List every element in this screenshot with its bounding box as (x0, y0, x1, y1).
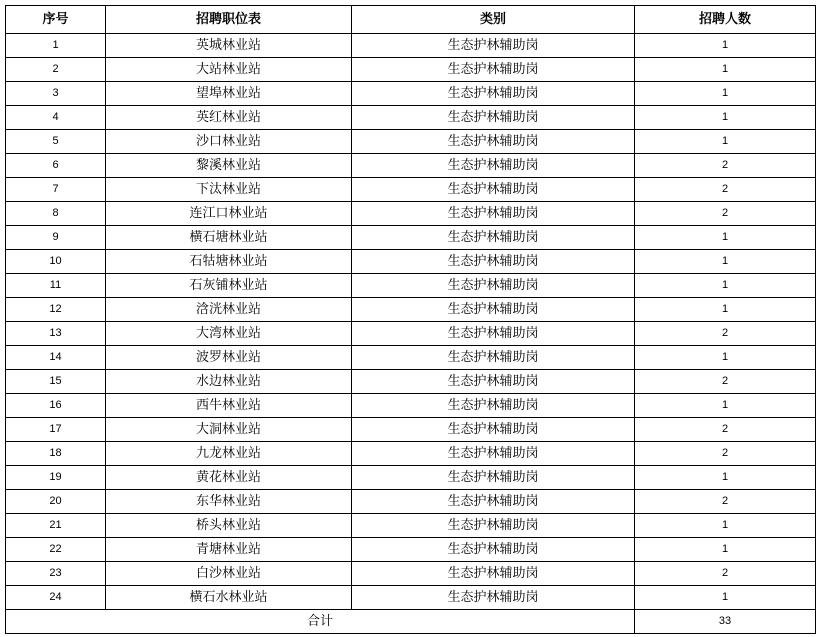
cell-serial-number: 17 (6, 418, 106, 442)
cell-headcount: 2 (635, 154, 816, 178)
cell-headcount: 2 (635, 370, 816, 394)
table-row (6, 82, 816, 106)
cell-station-name: 波罗林业站 (106, 346, 352, 370)
cell-serial-number: 4 (6, 106, 106, 130)
cell-headcount: 1 (635, 586, 816, 610)
cell-serial-number: 8 (6, 202, 106, 226)
cell-station-name: 英红林业站 (106, 106, 352, 130)
cell-headcount: 1 (635, 226, 816, 250)
cell-station-name: 下汰林业站 (106, 178, 352, 202)
table-body (6, 34, 816, 610)
cell-serial-number: 18 (6, 442, 106, 466)
cell-category: 生态护林辅助岗 (352, 466, 635, 490)
cell-headcount: 1 (635, 538, 816, 562)
header-headcount: 招聘人数 (635, 6, 816, 34)
table-row (6, 562, 816, 586)
table-row (6, 346, 816, 370)
table-row (6, 538, 816, 562)
cell-category: 生态护林辅助岗 (352, 538, 635, 562)
table-row (6, 58, 816, 82)
table-row (6, 106, 816, 130)
cell-serial-number: 20 (6, 490, 106, 514)
header-position: 招聘职位表 (106, 6, 352, 34)
cell-station-name: 水边林业站 (106, 370, 352, 394)
cell-station-name: 横石水林业站 (106, 586, 352, 610)
cell-station-name: 大洞林业站 (106, 418, 352, 442)
cell-serial-number: 5 (6, 130, 106, 154)
table-footer (6, 610, 816, 634)
table-row (6, 466, 816, 490)
cell-headcount: 2 (635, 418, 816, 442)
cell-station-name: 青塘林业站 (106, 538, 352, 562)
cell-serial-number: 14 (6, 346, 106, 370)
cell-station-name: 白沙林业站 (106, 562, 352, 586)
cell-category: 生态护林辅助岗 (352, 82, 635, 106)
cell-headcount: 2 (635, 178, 816, 202)
cell-category: 生态护林辅助岗 (352, 370, 635, 394)
total-label: 合计 (6, 610, 635, 634)
cell-category: 生态护林辅助岗 (352, 250, 635, 274)
total-count: 33 (635, 610, 816, 634)
cell-station-name: 浛洸林业站 (106, 298, 352, 322)
table-row (6, 226, 816, 250)
cell-category: 生态护林辅助岗 (352, 490, 635, 514)
cell-category: 生态护林辅助岗 (352, 106, 635, 130)
cell-headcount: 1 (635, 106, 816, 130)
cell-headcount: 1 (635, 34, 816, 58)
cell-station-name: 黄花林业站 (106, 466, 352, 490)
cell-station-name: 黎溪林业站 (106, 154, 352, 178)
cell-category: 生态护林辅助岗 (352, 154, 635, 178)
table-row (6, 274, 816, 298)
cell-category: 生态护林辅助岗 (352, 298, 635, 322)
table-row (6, 130, 816, 154)
cell-station-name: 沙口林业站 (106, 130, 352, 154)
cell-category: 生态护林辅助岗 (352, 346, 635, 370)
cell-headcount: 1 (635, 82, 816, 106)
cell-category: 生态护林辅助岗 (352, 586, 635, 610)
table-row (6, 34, 816, 58)
cell-station-name: 连江口林业站 (106, 202, 352, 226)
cell-category: 生态护林辅助岗 (352, 130, 635, 154)
cell-headcount: 2 (635, 562, 816, 586)
cell-serial-number: 9 (6, 226, 106, 250)
cell-headcount: 2 (635, 322, 816, 346)
cell-station-name: 大湾林业站 (106, 322, 352, 346)
table-row (6, 514, 816, 538)
cell-category: 生态护林辅助岗 (352, 418, 635, 442)
cell-station-name: 望埠林业站 (106, 82, 352, 106)
table-row (6, 178, 816, 202)
cell-category: 生态护林辅助岗 (352, 514, 635, 538)
table-row (6, 370, 816, 394)
cell-headcount: 1 (635, 298, 816, 322)
table-row (6, 394, 816, 418)
cell-station-name: 横石塘林业站 (106, 226, 352, 250)
cell-headcount: 1 (635, 466, 816, 490)
cell-serial-number: 10 (6, 250, 106, 274)
cell-station-name: 东华林业站 (106, 490, 352, 514)
table-header (6, 6, 816, 34)
cell-category: 生态护林辅助岗 (352, 178, 635, 202)
table-row (6, 442, 816, 466)
cell-serial-number: 23 (6, 562, 106, 586)
cell-headcount: 1 (635, 394, 816, 418)
cell-category: 生态护林辅助岗 (352, 442, 635, 466)
cell-serial-number: 13 (6, 322, 106, 346)
cell-category: 生态护林辅助岗 (352, 202, 635, 226)
cell-category: 生态护林辅助岗 (352, 322, 635, 346)
cell-serial-number: 6 (6, 154, 106, 178)
cell-station-name: 英城林业站 (106, 34, 352, 58)
cell-serial-number: 21 (6, 514, 106, 538)
table-row (6, 586, 816, 610)
header-serial-number: 序号 (6, 6, 106, 34)
cell-station-name: 石灰铺林业站 (106, 274, 352, 298)
cell-station-name: 西牛林业站 (106, 394, 352, 418)
cell-serial-number: 12 (6, 298, 106, 322)
cell-headcount: 1 (635, 250, 816, 274)
header-category: 类别 (352, 6, 635, 34)
cell-serial-number: 16 (6, 394, 106, 418)
cell-serial-number: 15 (6, 370, 106, 394)
cell-headcount: 2 (635, 490, 816, 514)
cell-station-name: 石牯塘林业站 (106, 250, 352, 274)
table-row (6, 322, 816, 346)
cell-station-name: 大站林业站 (106, 58, 352, 82)
header-row (6, 6, 816, 34)
cell-headcount: 1 (635, 274, 816, 298)
table-row (6, 298, 816, 322)
cell-category: 生态护林辅助岗 (352, 274, 635, 298)
cell-headcount: 1 (635, 130, 816, 154)
recruitment-table (5, 5, 816, 634)
cell-category: 生态护林辅助岗 (352, 34, 635, 58)
cell-headcount: 2 (635, 202, 816, 226)
cell-serial-number: 7 (6, 178, 106, 202)
cell-headcount: 1 (635, 514, 816, 538)
cell-station-name: 九龙林业站 (106, 442, 352, 466)
cell-serial-number: 2 (6, 58, 106, 82)
cell-headcount: 1 (635, 346, 816, 370)
cell-serial-number: 22 (6, 538, 106, 562)
cell-serial-number: 3 (6, 82, 106, 106)
total-row (6, 610, 816, 634)
cell-category: 生态护林辅助岗 (352, 394, 635, 418)
cell-serial-number: 11 (6, 274, 106, 298)
table-row (6, 250, 816, 274)
table-row (6, 154, 816, 178)
cell-serial-number: 24 (6, 586, 106, 610)
cell-category: 生态护林辅助岗 (352, 58, 635, 82)
cell-headcount: 1 (635, 58, 816, 82)
table-row (6, 490, 816, 514)
cell-serial-number: 1 (6, 34, 106, 58)
cell-headcount: 2 (635, 442, 816, 466)
table-row (6, 418, 816, 442)
cell-category: 生态护林辅助岗 (352, 562, 635, 586)
table-row (6, 202, 816, 226)
cell-category: 生态护林辅助岗 (352, 226, 635, 250)
cell-serial-number: 19 (6, 466, 106, 490)
cell-station-name: 桥头林业站 (106, 514, 352, 538)
